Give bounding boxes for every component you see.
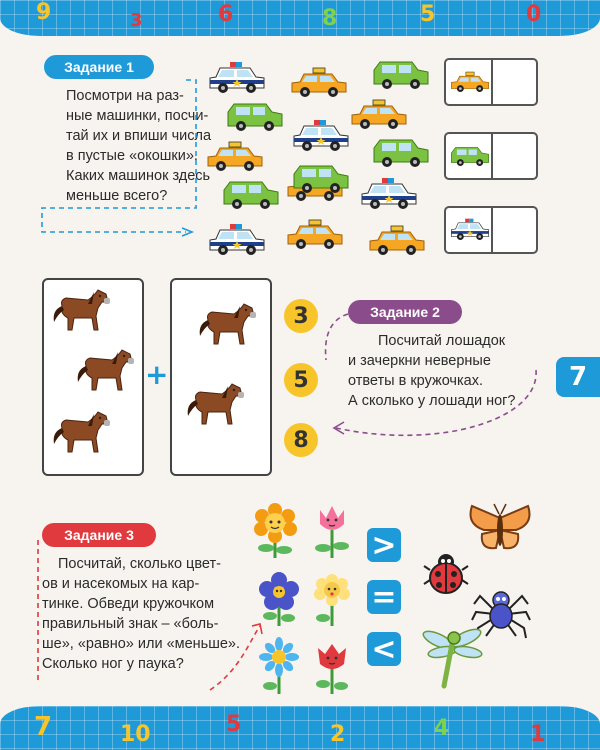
task1-line: ные машинки, посчи- xyxy=(66,108,209,124)
task3-line: правильный знак – «боль- xyxy=(42,616,219,632)
task3-line: тинке. Обведи кружочком xyxy=(42,596,215,612)
top-number-band xyxy=(0,0,600,36)
task1-line: тай их и впиши числа xyxy=(66,128,212,144)
greater-than-sign[interactable]: > xyxy=(367,528,401,562)
task3-dashed-arrow xyxy=(30,530,270,710)
task1-dashed-arrow xyxy=(36,60,209,240)
horse-icon xyxy=(72,346,136,398)
band-number: 5 xyxy=(226,712,242,737)
answer-circle[interactable]: 5 xyxy=(284,363,318,397)
task2-line: Посчитай лошадок xyxy=(378,333,506,349)
band-number: 9 xyxy=(36,0,52,25)
band-number: 2 xyxy=(330,722,346,747)
answer-box-taxi[interactable] xyxy=(444,58,538,106)
taxi-icon xyxy=(206,138,264,172)
suv-icon xyxy=(222,176,280,210)
task1-line: меньше всего? xyxy=(66,188,168,204)
task2-line: А сколько у лошади ног? xyxy=(348,393,516,409)
task3-label: Задание 3 xyxy=(42,523,156,547)
band-number: 8 xyxy=(322,6,338,31)
less-than-sign[interactable]: < xyxy=(367,632,401,666)
butterfly-icon xyxy=(466,500,534,558)
police-car-icon xyxy=(292,118,350,152)
band-number: 4 xyxy=(434,716,450,741)
task2-line: ответы в кружочках. xyxy=(348,373,483,389)
taxi-icon xyxy=(350,96,408,130)
daisy-icon xyxy=(258,638,300,696)
plus-sign: + xyxy=(145,358,169,391)
violet-icon xyxy=(258,572,300,628)
suv-icon xyxy=(372,134,430,168)
band-number: 7 xyxy=(34,712,53,742)
police-car-icon xyxy=(208,60,266,94)
band-number: 10 xyxy=(120,722,151,747)
task3-line: Посчитай, сколько цвет- xyxy=(58,556,221,572)
task1-line: в пустые «окошки». xyxy=(66,148,198,164)
task2-dashed-arrow xyxy=(318,300,558,460)
task3-line: ов и насекомых на кар- xyxy=(42,576,200,592)
suv-icon xyxy=(226,98,284,132)
answer-box-suv[interactable] xyxy=(444,132,538,180)
suv-icon xyxy=(450,140,490,170)
police-car-icon xyxy=(450,214,490,244)
task1-label: Задание 1 xyxy=(44,55,154,79)
answer-box-police[interactable] xyxy=(444,206,538,254)
band-number: 5 xyxy=(420,2,436,27)
answer-circle[interactable]: 8 xyxy=(284,423,318,457)
tulip-icon xyxy=(312,502,352,560)
suv-icon xyxy=(292,160,350,194)
horse-icon xyxy=(48,286,112,338)
task1-line: Посмотри на раз- xyxy=(66,88,184,104)
band-number: 6 xyxy=(218,2,234,27)
task2-label: Задание 2 xyxy=(348,300,462,324)
task3-line: ше», «равно» или «меньше». xyxy=(42,636,241,652)
taxi-icon xyxy=(450,66,490,96)
horse-icon xyxy=(194,300,258,352)
horse-icon xyxy=(182,380,246,432)
task2-line: и зачеркни неверные xyxy=(348,353,491,369)
police-car-icon xyxy=(360,176,418,210)
police-car-icon xyxy=(208,222,266,256)
band-number: 3 xyxy=(130,10,143,31)
dragonfly-icon xyxy=(420,626,492,690)
taxi-icon xyxy=(290,64,348,98)
answer-circle[interactable]: 3 xyxy=(284,299,318,333)
taxi-icon xyxy=(286,216,344,250)
suv-icon xyxy=(372,56,430,90)
ladybug-icon xyxy=(422,550,470,596)
band-number: 1 xyxy=(530,722,546,747)
task3-line: Сколько ног у паука? xyxy=(42,656,184,672)
sunflower-icon xyxy=(252,502,298,560)
dandelion-icon xyxy=(312,572,352,628)
band-number: 0 xyxy=(526,2,542,27)
page-number-tab: 7 xyxy=(556,357,600,397)
task1-line: Каких машинок здесь xyxy=(66,168,211,184)
equals-sign[interactable]: = xyxy=(367,580,401,614)
taxi-icon xyxy=(368,222,426,256)
horse-icon xyxy=(48,408,112,460)
rose-icon xyxy=(312,640,352,696)
bottom-number-band xyxy=(0,706,600,750)
